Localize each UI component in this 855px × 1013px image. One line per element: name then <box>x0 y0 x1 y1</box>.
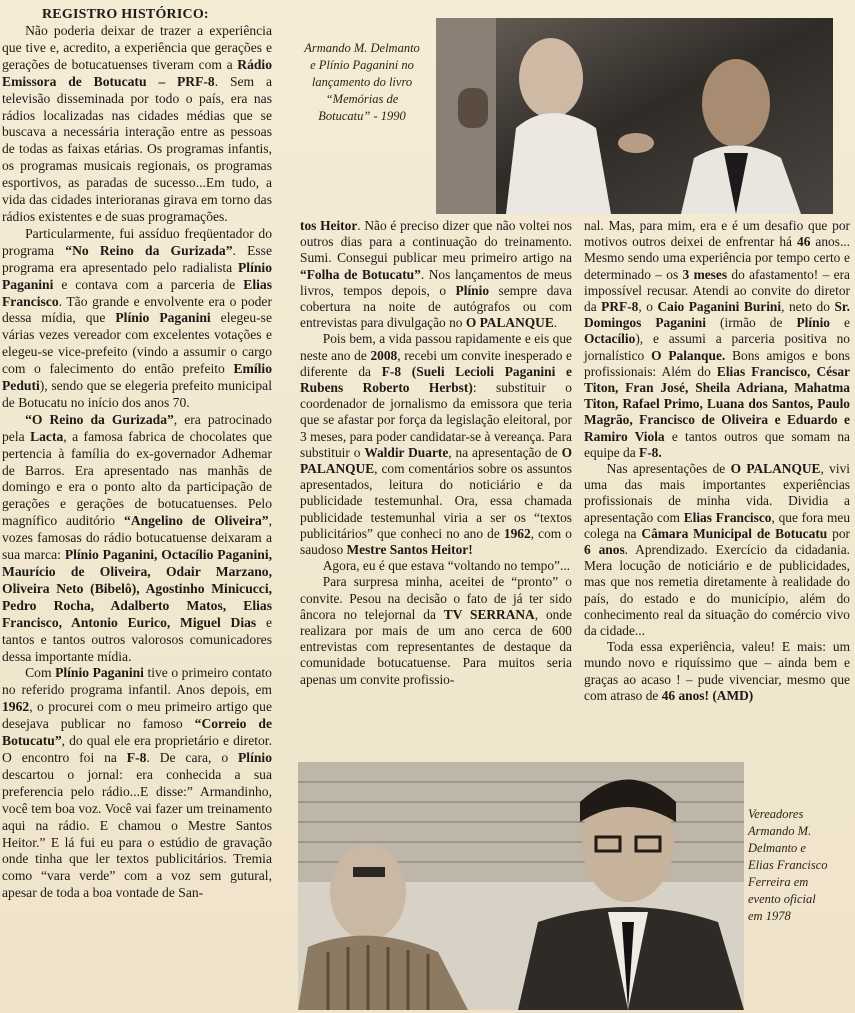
text-run: , recebi um convite inesperado e diferente da <box>300 347 572 379</box>
text-run: , o procurei com o meu primeiro artigo que desejava publicar no famoso <box>2 699 272 732</box>
text-run: . <box>553 315 558 331</box>
paragraph <box>584 218 850 461</box>
paragraph <box>584 461 850 639</box>
text-run: Não poderia deixar de trazer a experiência que tive e, acredito, a experiência que gerações e gerações de botucatuenses tiveram com a <box>2 23 272 72</box>
text-run: Agora, eu é que estava “voltando no tempo”... <box>322 558 571 574</box>
caption-line: Delmanto e <box>748 841 806 855</box>
bold-text-run: O PALANQUE <box>730 461 821 477</box>
bold-text-run: “Angelino de Oliveira” <box>123 513 269 529</box>
paragraph <box>2 23 272 226</box>
text-run: , com o saudoso <box>300 525 572 558</box>
bold-text-run: Plínio Paganini <box>55 665 144 681</box>
text-run: , que fora meu colega na <box>584 509 851 541</box>
bold-text-run: Emílio Peduti <box>2 361 272 394</box>
caption-line: Elias Francisco <box>748 858 828 872</box>
paragraph <box>2 665 272 902</box>
bold-text-run: Plínio <box>455 282 490 298</box>
text-run: Toda essa experiência, valeu! E mais: um mundo novo e riquíssimo que – ainda bem e graças ao acaso ! – pude vivenciar, mesmo que com atraso de <box>584 639 850 703</box>
bold-text-run: Octacílio <box>584 331 636 347</box>
paragraph <box>300 218 572 331</box>
bold-text-run: Rádio Emissora de Botucatu – PRF-8 <box>2 56 272 89</box>
bold-text-run: Plínio Paganini <box>2 259 272 292</box>
bold-text-run: Elias Francisco, César Titon, Fran José, Sheila Adriana, Mahatma Titon, Rafael Primo, Luana dos Santos, Paulo Magrão, Francisco de Oliveira e Eduardo e Ramiro Viola <box>584 363 850 444</box>
text-run: . Esse programa era apresentado pelo radialista <box>2 242 272 275</box>
bold-text-run: 1962 <box>2 699 30 715</box>
bold-text-run: Waldir Duarte <box>364 444 449 460</box>
text-run: , vozes famosas do rádio botucatuense deixaram a sua marca: <box>2 513 272 563</box>
text-run: e contava com a parceria de <box>53 276 244 292</box>
text-run: do afastamento! – era impossível recusar. Atendi ao convite do diretor da <box>584 266 850 315</box>
text-run: sempre dava cobertura na noite de autógrafos ou com entrevistas para divulgação no <box>300 282 572 331</box>
text-run: Com <box>25 665 56 681</box>
text-run: ), sendo que se elegeria prefeito municipal de Botucatu no início dos anos 70. <box>2 378 272 410</box>
text-run: , na apresentação de <box>448 444 562 460</box>
bold-text-run: “Correio de Botucatu” <box>2 716 272 749</box>
bold-text-run: tos Heitor <box>300 218 358 233</box>
text-run: Pois bem, a vida passou rapidamente e eis que neste ano de <box>300 331 572 363</box>
text-run: nal. Mas, para mim, era e é um desafio que por motivos outros deixei de enfrentar há <box>584 218 850 250</box>
text-run: : substituir o coordenador de jornalismo da emissora que teria que se afastar por força da legislação eleitoral, por 3 meses, para poder candidatar-se à vereança. Para substituir o <box>300 380 572 460</box>
text-run: Nas apresentações de <box>606 461 731 477</box>
bold-text-run: O Palanque. <box>651 347 726 363</box>
bold-text-run: F-8 (Sueli Lecioli Paganini e Rubens Roberto Herbst) <box>300 363 572 396</box>
bold-text-run: O PALANQUE <box>300 444 572 477</box>
text-run: Para surpresa minha, aceitei de “pronto” o convite. Pesou na decisão o fato de já ter sido âncora no telejornal da <box>300 574 572 622</box>
text-run: . Nos lançamentos de meus livros, tempos depois, o <box>300 266 572 298</box>
article-column-3 <box>584 218 850 704</box>
bold-text-run: O PALANQUE <box>465 315 554 331</box>
text-run: (irmão de <box>705 315 797 331</box>
bold-text-run: Câmara Municipal de Botucatu <box>641 525 828 541</box>
bold-text-run: Caio Paganini Burini <box>657 299 782 315</box>
caption-line: e Plínio Paganini no <box>310 58 414 72</box>
paragraph <box>300 558 572 574</box>
text-run: , a famosa fabrica de chocolates que pertencia à família do ex-governador Adhemar de Barros. Era apresentado nas manhãs de domingo e era o ponto alto da participação de gerações e gerações de botucatuenses. Pelo magnífico auditório <box>2 428 272 529</box>
caption-line: “Memórias de <box>325 92 399 106</box>
bold-text-run: Sr. Domingos Paganini <box>584 299 850 331</box>
text-run: . Tão grande e envolvente era o poder dessa mídia, que <box>2 293 272 326</box>
photo-book-launch <box>436 18 833 214</box>
bold-text-run: “Folha de Botucatu” <box>300 266 421 282</box>
caption-line: em 1978 <box>748 909 791 923</box>
text-run: descartou o jornal: era conhecida a sua preferencia pelo rádio...E disse:” Armandinho, você tem boa voz. Você vai fazer um treinamento aqui na rádio. E chamou o Mestre Santos Heitor.” E lá fui eu para o estúdio de gravação onde tinha que ler textos publicitários. Tremia como “vara verde” com a voz sem gutural, apesar de toda a boa vontade de San- <box>2 766 272 901</box>
bold-text-run: F-8 <box>126 749 147 765</box>
section-heading: REGISTRO HISTÓRICO: <box>42 7 209 22</box>
text-run: anos... Mesmo sendo uma experiência por tempo certo e determinado – os <box>584 234 851 282</box>
bold-text-run: Elias Francisco <box>2 276 272 309</box>
photo-caption-bottom <box>748 806 852 925</box>
article-column-2 <box>300 218 572 688</box>
text-run: elegeu-se várias vezes vereador com excelentes votações e elegeu-se vice-prefeito (vindo a assumir o cargo com o falecimento do então prefeito <box>2 310 272 377</box>
bold-text-run: 6 anos <box>584 542 625 558</box>
caption-line: Armando M. <box>748 824 812 838</box>
bold-text-run: Mestre Santos Heitor! <box>346 542 473 558</box>
bold-text-run: 46 <box>797 234 811 250</box>
text-run: . De cara, o <box>146 749 238 765</box>
caption-line: Armando M. Delmanto <box>304 41 420 55</box>
bold-text-run: Elias Francisco <box>683 509 772 525</box>
text-run: , neto do <box>781 299 835 315</box>
bold-text-run: Lacta <box>30 428 64 444</box>
bold-text-run: 3 meses <box>682 266 728 282</box>
text-run: e <box>829 315 850 331</box>
bold-text-run: TV SERRANA <box>443 606 535 622</box>
text-run: , onde realizara por mais de um ano cerca de 600 entrevistas com representantes de destaque da comunidade botucatuense. Para muitos seria apenas um convite profissio- <box>300 606 572 687</box>
text-run: Particularmente, fui assíduo freqüentador do programa <box>2 225 272 258</box>
text-run: , com comentários sobre os assuntos apresentados, leitura do noticiário e da publicidade testemunhal. Ora, essa chamada publicidade testemunhal viria a ser os “textos publicitários” que conheci no ano de <box>300 461 572 541</box>
bold-text-run: “O Reino da Gurizada” <box>25 411 174 427</box>
caption-line: Botucatu” - 1990 <box>318 109 406 123</box>
text-run: ), e assumi a parceria positiva no jornalístico <box>584 331 850 363</box>
bold-text-run: “No Reino da Gurizada” <box>65 242 233 258</box>
bold-text-run: PRF-8 <box>601 299 639 315</box>
text-run: , o <box>638 299 658 315</box>
paragraph <box>2 412 272 666</box>
bold-text-run: 1962 <box>503 525 531 541</box>
bold-text-run: 2008 <box>370 347 398 363</box>
text-run: Bons amigos e bons profissionais: Além do <box>584 347 851 379</box>
article-column-1 <box>2 6 272 902</box>
paragraph <box>584 639 850 704</box>
text-run: . Sem a televisão disseminada por todo o país, era nas rádios localizadas nas cidades médias que se buscava a necessária interação entre as pessoas de todas as faixas etárias. Os programas infantis, os programas musicais regionais, os programas esportivos, as paradas de sucesso...Em tudo, a vida das cidades interioranas girava em torno das rádios existentes e de suas programações. <box>2 73 272 224</box>
photo-caption-top <box>292 40 432 125</box>
text-run: , vivi uma das mais importantes experiências profissionais de minha vida. Dividia a apresentação com <box>584 461 850 525</box>
paragraph <box>300 574 572 687</box>
bold-text-run: Plínio <box>796 315 830 331</box>
paragraph <box>300 331 572 558</box>
text-run: tive o primeiro contato no referido programa infantil. Anos depois, em <box>2 665 272 698</box>
text-run: , era patrocinado pela <box>2 411 272 444</box>
caption-line: Vereadores <box>748 807 804 821</box>
bold-text-run: 46 anos! (AMD) <box>661 687 754 703</box>
caption-line: evento oficial <box>748 892 816 906</box>
paragraph <box>2 226 272 412</box>
bold-text-run: Plínio <box>238 749 272 765</box>
text-run: . Aprendizado. Exercício da cidadania. Mera locução de noticiário e de publicidades, mas que nos remetia diretamente à realidade do país, do estado e do município, além do conhecimento real da situação do comércio vivo da cidade... <box>584 542 850 639</box>
text-run: e tantos e tantos outros valorosos comunicadores dessa importante mídia. <box>2 614 272 664</box>
text-run: por <box>827 525 850 541</box>
text-run: . Não é preciso dizer que não voltei nos outros dias para a continuação do treinamento. Sumi. Consegui publicar meu primeiro artigo na <box>300 218 573 266</box>
caption-line: Ferreira em <box>748 875 809 889</box>
text-run: e tantos outros que somam na equipe da <box>584 428 850 460</box>
photo-council-members <box>298 762 744 1010</box>
text-run: , do qual ele era proprietário e diretor. O encontro foi na <box>2 733 272 765</box>
bold-text-run: Plínio Paganini, Octacílio Paganini, Maurício de Oliveira, Odair Marzano, Oliveira Neto (Bibelô), Agostinho Minicucci, Pedro Rocha, Adalberto Matos, Elias Francisco, Antonio Eurico, Miguel Dias <box>2 547 272 630</box>
bold-text-run: Plínio Paganini <box>115 310 211 326</box>
bold-text-run: F-8. <box>639 444 662 460</box>
caption-line: lançamento do livro <box>311 75 413 89</box>
